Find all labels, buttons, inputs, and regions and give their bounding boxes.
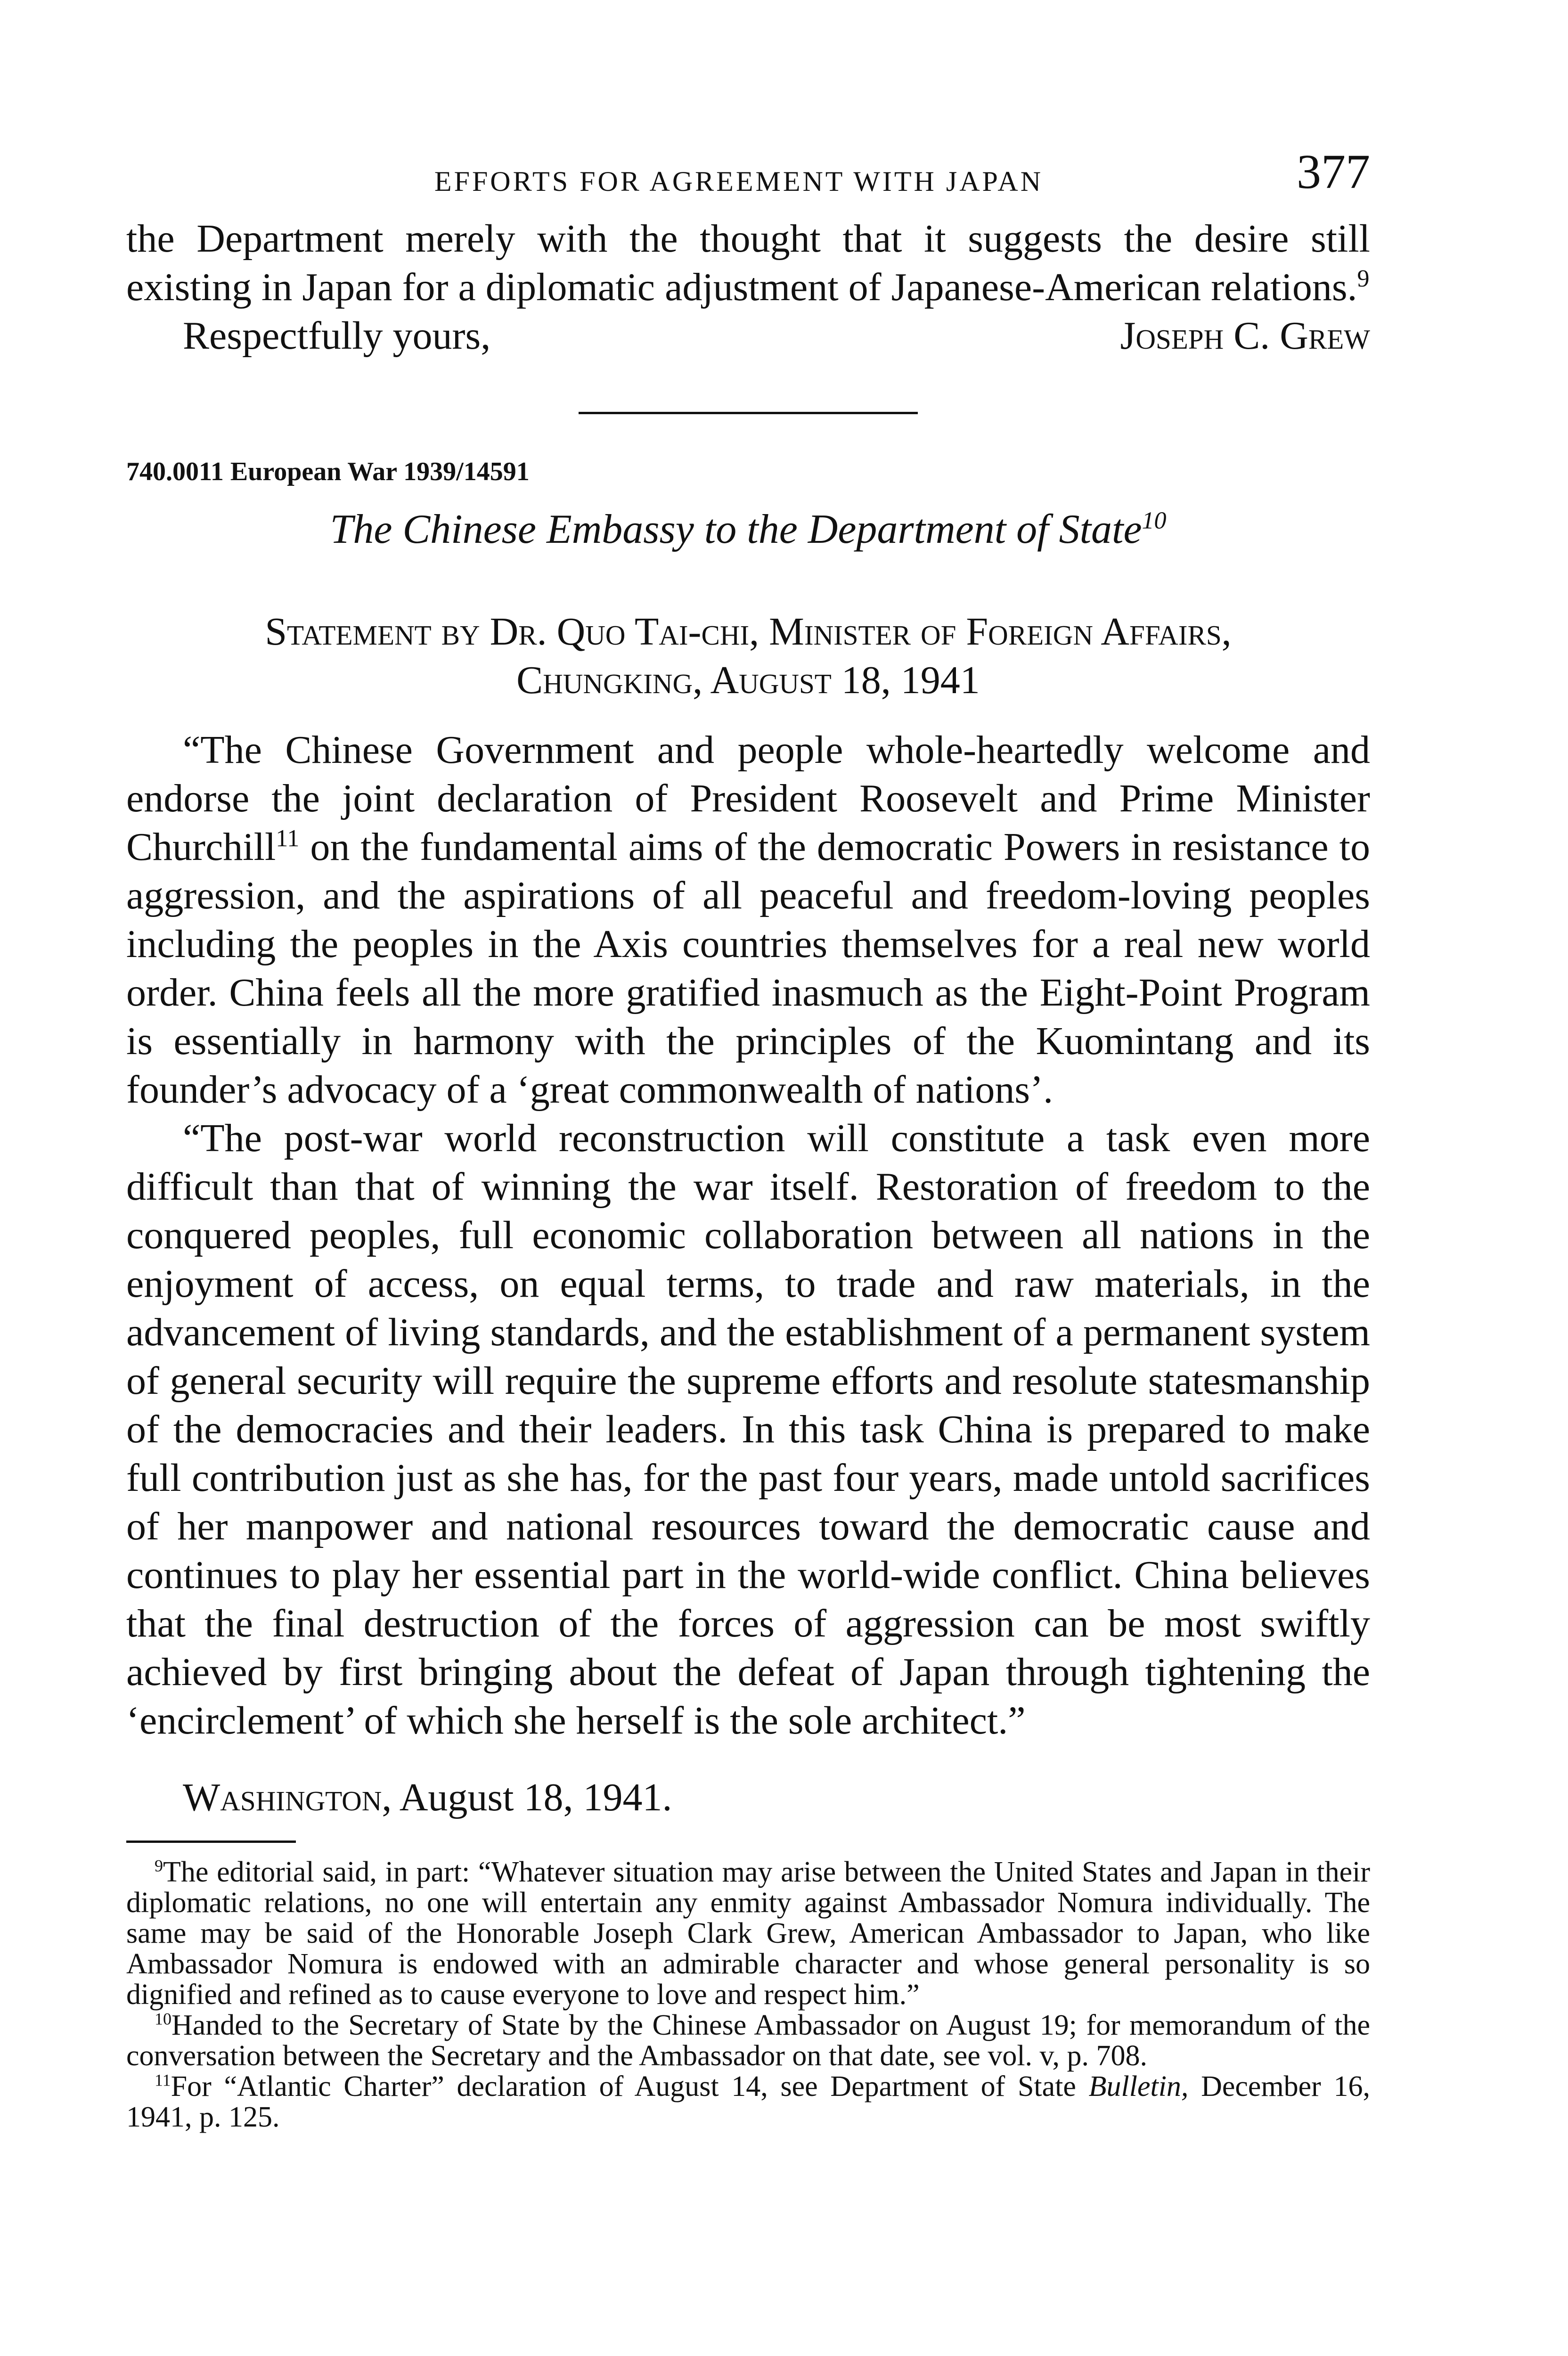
statement-p1-part2: on the fundamental aims of the democratic Powers in resistance to aggression, and the aspirations of all peaceful and freedom-loving peoples including the peoples in the Axis countries themselves for a real new world order. China feels all the more gratified inasmuch as the Eight-Point Program is essentially in harmony with the principles of the Kuomintang and its founder’s advocacy of a ‘great commonwealth of nations’. <box>126 825 1370 1112</box>
document-title <box>126 506 1370 553</box>
footnote-ref-9: 9 <box>1357 265 1370 292</box>
closing: Respectfully yours, <box>183 314 491 358</box>
footnote-text: Handed to the Secretary of State by the Chinese Ambassador on August 19; for memorandum of the conversation between the Secretary and the Ambassador on that date, see vol. v, p. 708. <box>126 2009 1370 2072</box>
footnote-mark: 9 <box>155 1856 163 1875</box>
file-reference: 740.0011 European War 1939/14591 <box>126 457 530 486</box>
footnote-divider <box>126 1841 296 1843</box>
footnote-10 <box>126 2010 1370 2071</box>
footnote-text-tail: December 16, 1941, p. 125. <box>126 2070 1371 2133</box>
statement-paragraph-2: “The post-war world reconstruction will constitute a task even more difficult than that of winning the war itself. Restoration of freedom to the conquered peoples, full economic collaboration between all nations in the enjoyment of access, on equal terms, to trade and raw materials, in the advancement of living standards, and the establishment of a permanent system of general security will require the supreme efforts and resolute statesmanship of the democracies and their leaders. In this task China is prepared to make full contribution just as she has, for the past four years, made untold sacrifices of her manpower and national resources toward the democratic cause and continues to play her essential part in the world-wide conflict. China believes that the final destruction of the forces of aggression can be most swiftly achieved by first bringing about the defeat of Japan through tightening the ‘encirclement’ of which she herself is the sole architect.” <box>126 1116 1370 1742</box>
footnote-ref-11: 11 <box>276 825 300 852</box>
continuation-paragraph <box>126 214 1370 311</box>
closing-row <box>126 311 1370 360</box>
footnote-mark: 10 <box>155 2009 172 2029</box>
footnote-text: The editorial said, in part: “Whatever situation may arise between the United States and Japan in their diplomatic relations, no one will entertain any enmity against Ambassador Nomura individually. The same may be said of the Honorable Joseph Clark Grew, American Ambassador to Japan, who like Ambassador Nomura is endowed with an admirable character and whose general personality is so dignified and refined as to cause everyone to love and respect him.” <box>126 1856 1370 2011</box>
document-page <box>126 144 1370 2133</box>
statement-paragraph-1 <box>126 726 1370 1114</box>
footnote-text: For “Atlantic Charter” declaration of August 14, see Department of State <box>171 2070 1076 2102</box>
footnotes <box>126 1857 1370 2133</box>
footnote-9 <box>126 1857 1370 2010</box>
dateline <box>126 1773 1370 1822</box>
page-number: 377 <box>1297 145 1370 199</box>
statement-p1-part1: “The Chinese Government and people whole-heartedly welcome and endorse the joint declaration of President Roosevelt and Prime Minister Churchill <box>126 728 1370 869</box>
heading-line-1: Statement by Dr. Quo Tai-chi, Minister of Foreign Affairs, <box>265 610 1232 654</box>
heading-line-2: Chungking, August 18, 1941 <box>516 658 980 702</box>
dateline-place: Washington, <box>183 1775 392 1819</box>
running-title: EFFORTS FOR AGREEMENT WITH JAPAN <box>434 166 1044 197</box>
footnote-mark: 11 <box>155 2070 171 2090</box>
section-divider <box>579 412 918 414</box>
statement-heading <box>126 607 1370 704</box>
running-header <box>126 144 1370 214</box>
statement-body <box>126 726 1370 1822</box>
document-title-text: The Chinese Embassy to the Department of State <box>330 507 1142 552</box>
footnote-ref-10: 10 <box>1142 507 1167 534</box>
dateline-date: August 18, 1941. <box>399 1775 672 1819</box>
continuation-text: the Department merely with the thought that it suggests the desire still existing in Japan for a diplomatic adjustment of Japanese-American relations. <box>126 217 1370 309</box>
footnote-11 <box>126 2071 1370 2133</box>
footnote-italic: Bulletin, <box>1088 2070 1189 2102</box>
signature: Joseph C. Grew <box>1120 314 1370 358</box>
continuation-block <box>126 214 1370 360</box>
